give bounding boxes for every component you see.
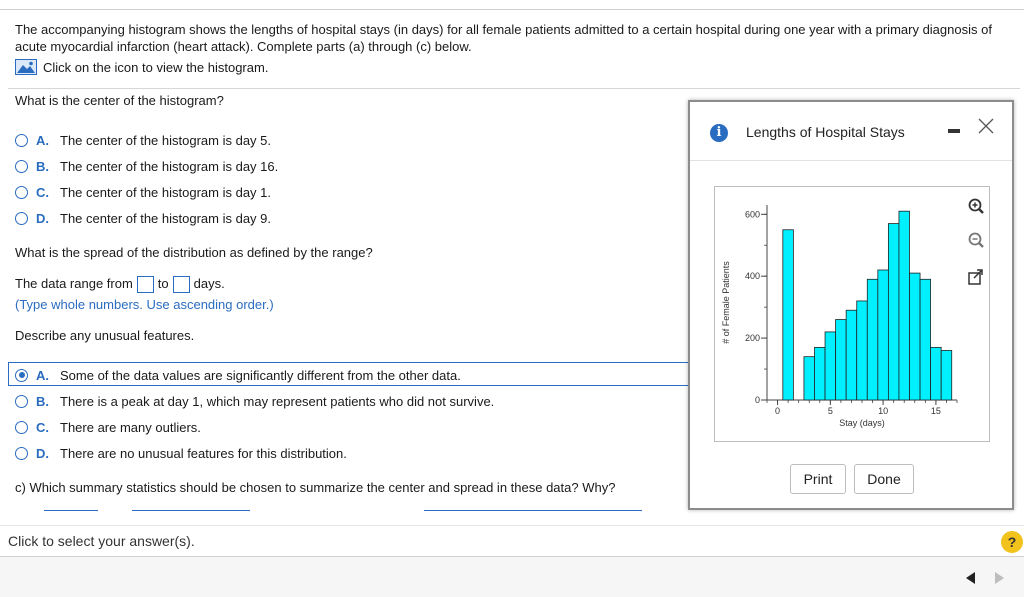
- option-text: The center of the histogram is day 9.: [60, 210, 271, 226]
- histogram-chart: [715, 187, 989, 441]
- radio-button[interactable]: [15, 421, 28, 434]
- histogram-bar: [825, 332, 836, 400]
- radio-button[interactable]: [15, 160, 28, 173]
- footer-divider: [0, 525, 1024, 526]
- x-tick-label: 10: [878, 406, 889, 416]
- option-letter: D.: [36, 445, 49, 461]
- histogram-link-text[interactable]: Click on the icon to view the histogram.: [43, 59, 269, 75]
- histogram-bar: [846, 310, 857, 400]
- y-tick-label: 600: [744, 209, 760, 220]
- spread-question: What is the spread of the distribution as defined by the range?: [15, 245, 373, 260]
- range-max-input[interactable]: [173, 276, 190, 293]
- range-min-input[interactable]: [137, 276, 154, 293]
- previous-button[interactable]: [955, 567, 985, 589]
- click-to-select-text: Click to select your answer(s).: [8, 533, 195, 549]
- histogram-bar: [783, 230, 794, 400]
- answer-tab-line[interactable]: [44, 510, 98, 511]
- y-tick-label: 400: [744, 271, 760, 282]
- option-text: There is a peak at day 1, which may represent patients who did not survive.: [60, 393, 495, 409]
- x-tick-label: 15: [930, 406, 941, 416]
- histogram-bar: [931, 347, 942, 400]
- range-suffix: days.: [193, 276, 225, 291]
- range-sentence: [15, 274, 225, 294]
- nav-buttons: [955, 567, 1015, 589]
- radio-button[interactable]: [15, 212, 28, 225]
- option-letter: B.: [36, 393, 49, 409]
- y-axis-label: # of Female Patients: [721, 261, 731, 344]
- center-question: What is the center of the histogram?: [15, 93, 224, 108]
- option-letter: B.: [36, 158, 49, 174]
- histogram-bar: [857, 301, 868, 400]
- histogram-dialog: [688, 100, 1014, 510]
- histogram-bar: [920, 279, 931, 400]
- option-text: Some of the data values are significantly different from the other data.: [60, 367, 461, 383]
- histogram-bar: [804, 357, 815, 400]
- center-option-b[interactable]: [15, 157, 278, 175]
- option-letter: A.: [36, 367, 49, 383]
- histogram-bar: [941, 350, 952, 400]
- x-tick-label: 0: [775, 406, 781, 416]
- help-button[interactable]: ?: [1001, 531, 1023, 553]
- option-text: There are no unusual features for this distribution.: [60, 445, 347, 461]
- popout-button[interactable]: [965, 266, 987, 288]
- center-option-c[interactable]: [15, 183, 271, 201]
- answer-tab-line[interactable]: [424, 510, 642, 511]
- y-tick-label: 0: [754, 395, 760, 405]
- range-middle: to: [157, 276, 169, 291]
- minimize-button[interactable]: [946, 119, 964, 139]
- range-note: (Type whole numbers. Use ascending order.): [15, 297, 274, 312]
- option-letter: C.: [36, 184, 49, 200]
- option-letter: D.: [36, 210, 49, 226]
- unusual-option-b[interactable]: [15, 392, 494, 410]
- histogram-link[interactable]: [15, 59, 268, 75]
- image-icon[interactable]: [15, 59, 37, 75]
- answer-tab-line[interactable]: [132, 510, 250, 511]
- close-icon: [976, 115, 996, 137]
- option-text: The center of the histogram is day 16.: [60, 158, 279, 174]
- zoom-in-button[interactable]: [965, 196, 987, 218]
- radio-button[interactable]: [15, 395, 28, 408]
- arrow-left-icon: [964, 571, 976, 585]
- histogram-bar: [836, 320, 847, 400]
- minimize-icon: [946, 119, 964, 139]
- done-button[interactable]: Done: [854, 464, 914, 494]
- radio-button[interactable]: [15, 134, 28, 147]
- radio-button[interactable]: [15, 447, 28, 460]
- zoom-out-icon: [965, 230, 987, 252]
- x-axis-label: Stay (days): [839, 418, 885, 428]
- info-icon: i: [710, 124, 728, 142]
- unusual-option-d[interactable]: [15, 444, 347, 462]
- range-prefix: The data range from: [15, 276, 133, 291]
- histogram-bar: [867, 279, 878, 400]
- footer-bar: [0, 557, 1024, 597]
- part-c-question: c) Which summary statistics should be chosen to summarize the center and spread in these data? Why?: [15, 480, 616, 495]
- dialog-title: Lengths of Hospital Stays: [746, 124, 905, 140]
- unusual-option-a[interactable]: [15, 366, 461, 384]
- print-button[interactable]: Print: [790, 464, 846, 494]
- unusual-question: Describe any unusual features.: [15, 328, 195, 343]
- center-option-d[interactable]: [15, 209, 271, 227]
- chart-frame: [714, 186, 990, 442]
- radio-button-selected[interactable]: [15, 369, 28, 382]
- top-divider: [0, 9, 1024, 10]
- center-option-a[interactable]: [15, 131, 271, 149]
- x-tick-label: 5: [827, 406, 833, 416]
- option-letter: C.: [36, 419, 49, 435]
- problem-intro: The accompanying histogram shows the lengths of hospital stays (in days) for all female patients admitted to a certain hospital during one year with a primary diagnosis of acute myocardial infarction (heart attack). Complete parts (a) through (c) below.: [15, 22, 992, 54]
- radio-button[interactable]: [15, 186, 28, 199]
- y-tick-label: 200: [744, 333, 760, 344]
- histogram-bar: [888, 224, 899, 400]
- histogram-bar: [899, 211, 910, 400]
- arrow-right-icon: [994, 571, 1006, 585]
- close-button[interactable]: [976, 115, 996, 137]
- option-text: The center of the histogram is day 1.: [60, 184, 271, 200]
- zoom-in-icon: [965, 196, 987, 218]
- unusual-option-c[interactable]: [15, 418, 201, 436]
- zoom-out-button[interactable]: [965, 230, 987, 252]
- histogram-bar: [815, 347, 826, 400]
- option-text: There are many outliers.: [60, 419, 201, 435]
- histogram-bar: [878, 270, 889, 400]
- external-link-icon: [965, 266, 987, 288]
- option-text: The center of the histogram is day 5.: [60, 132, 271, 148]
- histogram-bar: [910, 273, 921, 400]
- section-divider: [8, 88, 1020, 89]
- option-letter: A.: [36, 132, 49, 148]
- next-button[interactable]: [985, 567, 1015, 589]
